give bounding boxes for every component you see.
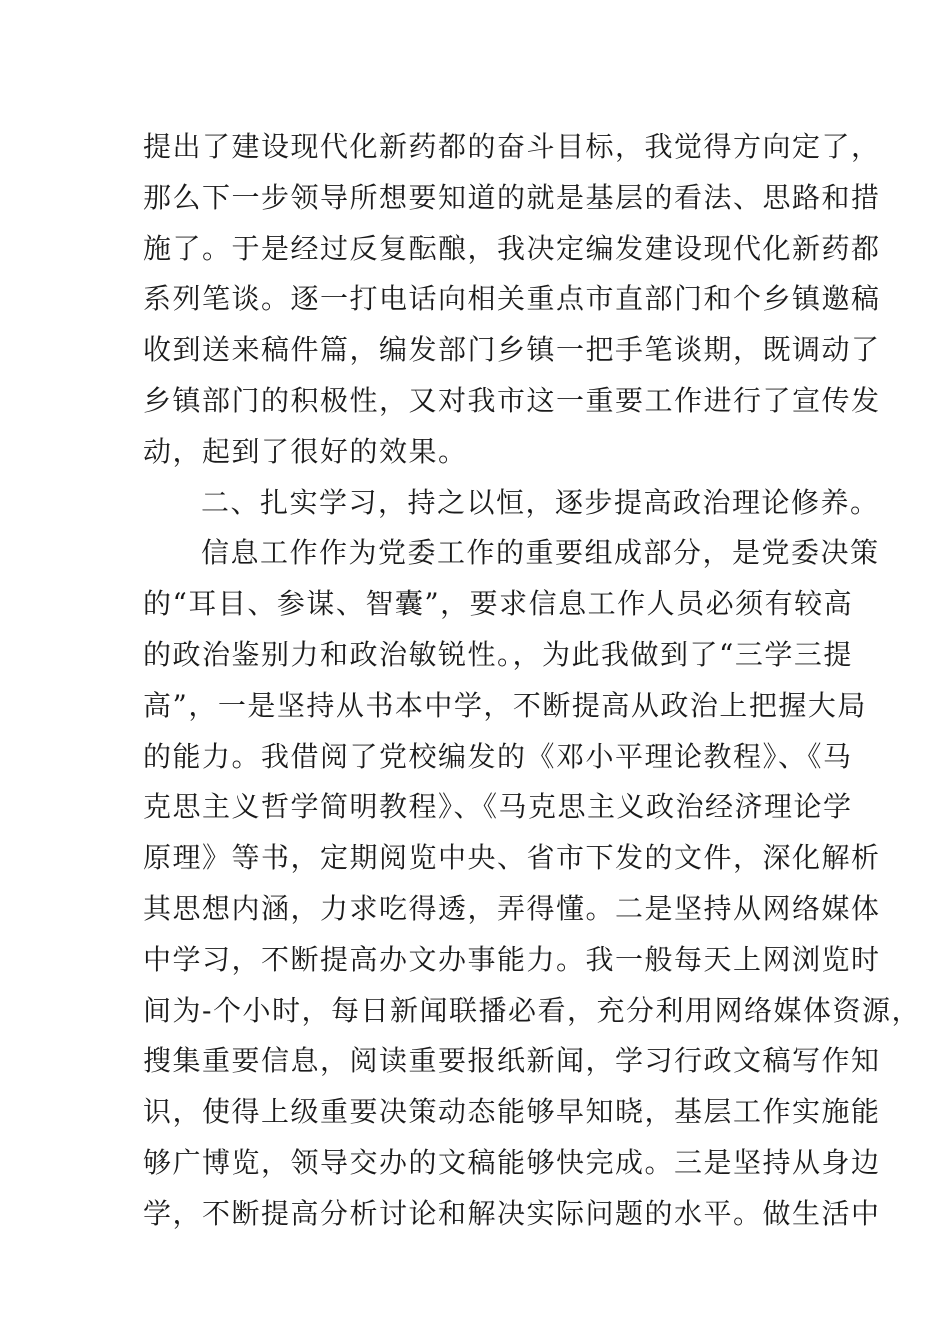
text-line: 的“耳目、参谋、智囊”，要求信息工作人员必须有较高 bbox=[143, 587, 854, 621]
paragraph-start: 信息工作作为党委工作的重要组成部分，是党委决策 bbox=[201, 536, 880, 570]
text-line: 施了。于是经过反复酝酿，我决定编发建设现代化新药都 bbox=[143, 231, 881, 265]
text-line: 识，使得上级重要决策动态能够早知晓，基层工作实施能 bbox=[143, 1095, 881, 1129]
text-line: 动，起到了很好的效果。 bbox=[143, 434, 468, 468]
section-heading: 二、扎实学习，持之以恒，逐步提高政治理论修养。 bbox=[201, 485, 880, 519]
text-line: 够广博览，领导交办的文稿能够快完成。三是坚持从身边 bbox=[143, 1145, 881, 1179]
text-line: 那么下一步领导所想要知道的就是基层的看法、思路和措 bbox=[143, 180, 881, 214]
text-line: 其思想内涵，力求吃得透，弄得懂。二是坚持从网络媒体 bbox=[143, 891, 881, 925]
text-line: 的能力。我借阅了党校编发的《邓小平理论教程》、《马 bbox=[143, 739, 853, 773]
text-line: 的政治鉴别力和政治敏锐性。，为此我做到了“三学三提 bbox=[143, 637, 853, 671]
text-line: 搜集重要信息，阅读重要报纸新闻，学习行政文稿写作知 bbox=[143, 1044, 881, 1078]
text-line: 克思主义哲学简明教程》、《马克思主义政治经济理论学 bbox=[143, 790, 853, 824]
text-line: 高”，一是坚持从书本中学，不断提高从政治上把握大局 bbox=[143, 688, 867, 722]
text-line: 提出了建设现代化新药都的奋斗目标，我觉得方向定了， bbox=[143, 130, 881, 163]
text-line: 收到送来稿件篇，编发部门乡镇一把手笔谈期，既调动了 bbox=[143, 333, 881, 367]
text-line: 系列笔谈。逐一打电话向相关重点市直部门和个乡镇邀稿 bbox=[143, 282, 881, 316]
text-line: 乡镇部门的积极性，又对我市这一重要工作进行了宣传发 bbox=[143, 383, 881, 417]
text-line: 间为-个小时，每日新闻联播必看，充分利用网络媒体资源， bbox=[143, 993, 921, 1027]
body-text bbox=[143, 122, 921, 1240]
text-line: 原理》等书，定期阅览中央、省市下发的文件，深化解析 bbox=[143, 841, 881, 875]
text-line: 中学习，不断提高办文办事能力。我一般每天上网浏览时 bbox=[143, 942, 881, 976]
text-line: 学，不断提高分析讨论和解决实际问题的水平。做生活中 bbox=[143, 1196, 881, 1230]
